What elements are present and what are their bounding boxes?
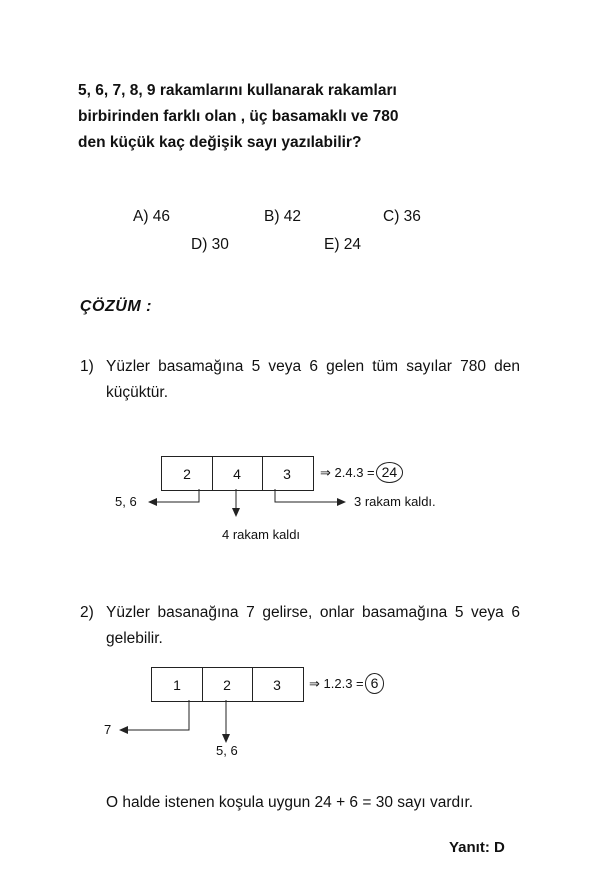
left-arrow-head	[148, 498, 157, 506]
circled-result-2: 6	[365, 673, 385, 694]
answer-label: Yanıt: D	[449, 839, 505, 856]
option-c: C) 36	[383, 208, 421, 225]
digit-cell: 4	[212, 457, 263, 490]
right-arrow-line	[275, 489, 338, 502]
solution-heading: ÇÖZÜM :	[80, 298, 152, 315]
formula-2	[309, 673, 384, 694]
digit-cell: 3	[283, 465, 291, 482]
right-label-1: 3 rakam kaldı.	[354, 494, 436, 509]
left-arrow-line	[156, 489, 199, 502]
left-label-1: 5, 6	[115, 494, 137, 509]
down-label-2: 5, 6	[216, 743, 238, 758]
down-arrow-head-2	[222, 734, 230, 743]
digit-cell: 2	[162, 457, 213, 490]
digit-cell: 1	[152, 668, 203, 701]
down-arrow-head	[232, 508, 240, 517]
digit-cell: 2	[202, 668, 253, 701]
question-line-3: den küçük kaç değişik sayı yazılabilir?	[78, 134, 362, 151]
circled-result-1: 24	[376, 462, 404, 483]
question-line-1: 5, 6, 7, 8, 9 rakamlarını kullanarak rakamları	[78, 82, 397, 99]
down-label-1: 4 rakam kaldı	[222, 527, 301, 542]
step-2-text: Yüzler basanağına 7 gelirse, onlar basamağına 5 veya 6 gelebilir.	[106, 604, 520, 647]
conclusion-text: O halde istenen koşula uygun 24 + 6 = 30 sayı vardır.	[106, 794, 474, 811]
formula-1-text: ⇒ 2.4.3 =	[320, 464, 375, 480]
left-arrow-head-2	[119, 726, 128, 734]
left-label-2: 7	[104, 722, 112, 737]
step-2	[80, 600, 520, 656]
question-line-2: birbirinden farklı olan , üç basamaklı ve 780	[78, 108, 399, 125]
formula-2-text: ⇒ 1.2.3 =	[309, 675, 364, 691]
digit-boxes-2	[151, 667, 304, 702]
option-a: A) 46	[133, 208, 171, 225]
step-2-number: 2)	[80, 604, 94, 621]
step-1-text: Yüzler basamağına 5 veya 6 gelen tüm sayılar 780 den küçüktür.	[106, 358, 520, 401]
step-1-number: 1)	[80, 358, 94, 375]
digit-cell: 3	[273, 676, 281, 693]
left-arrow-line-2	[127, 700, 189, 730]
option-b: B) 42	[264, 208, 302, 225]
option-e: E) 24	[324, 236, 362, 253]
right-arrow-head	[337, 498, 346, 506]
option-d: D) 30	[191, 236, 229, 253]
